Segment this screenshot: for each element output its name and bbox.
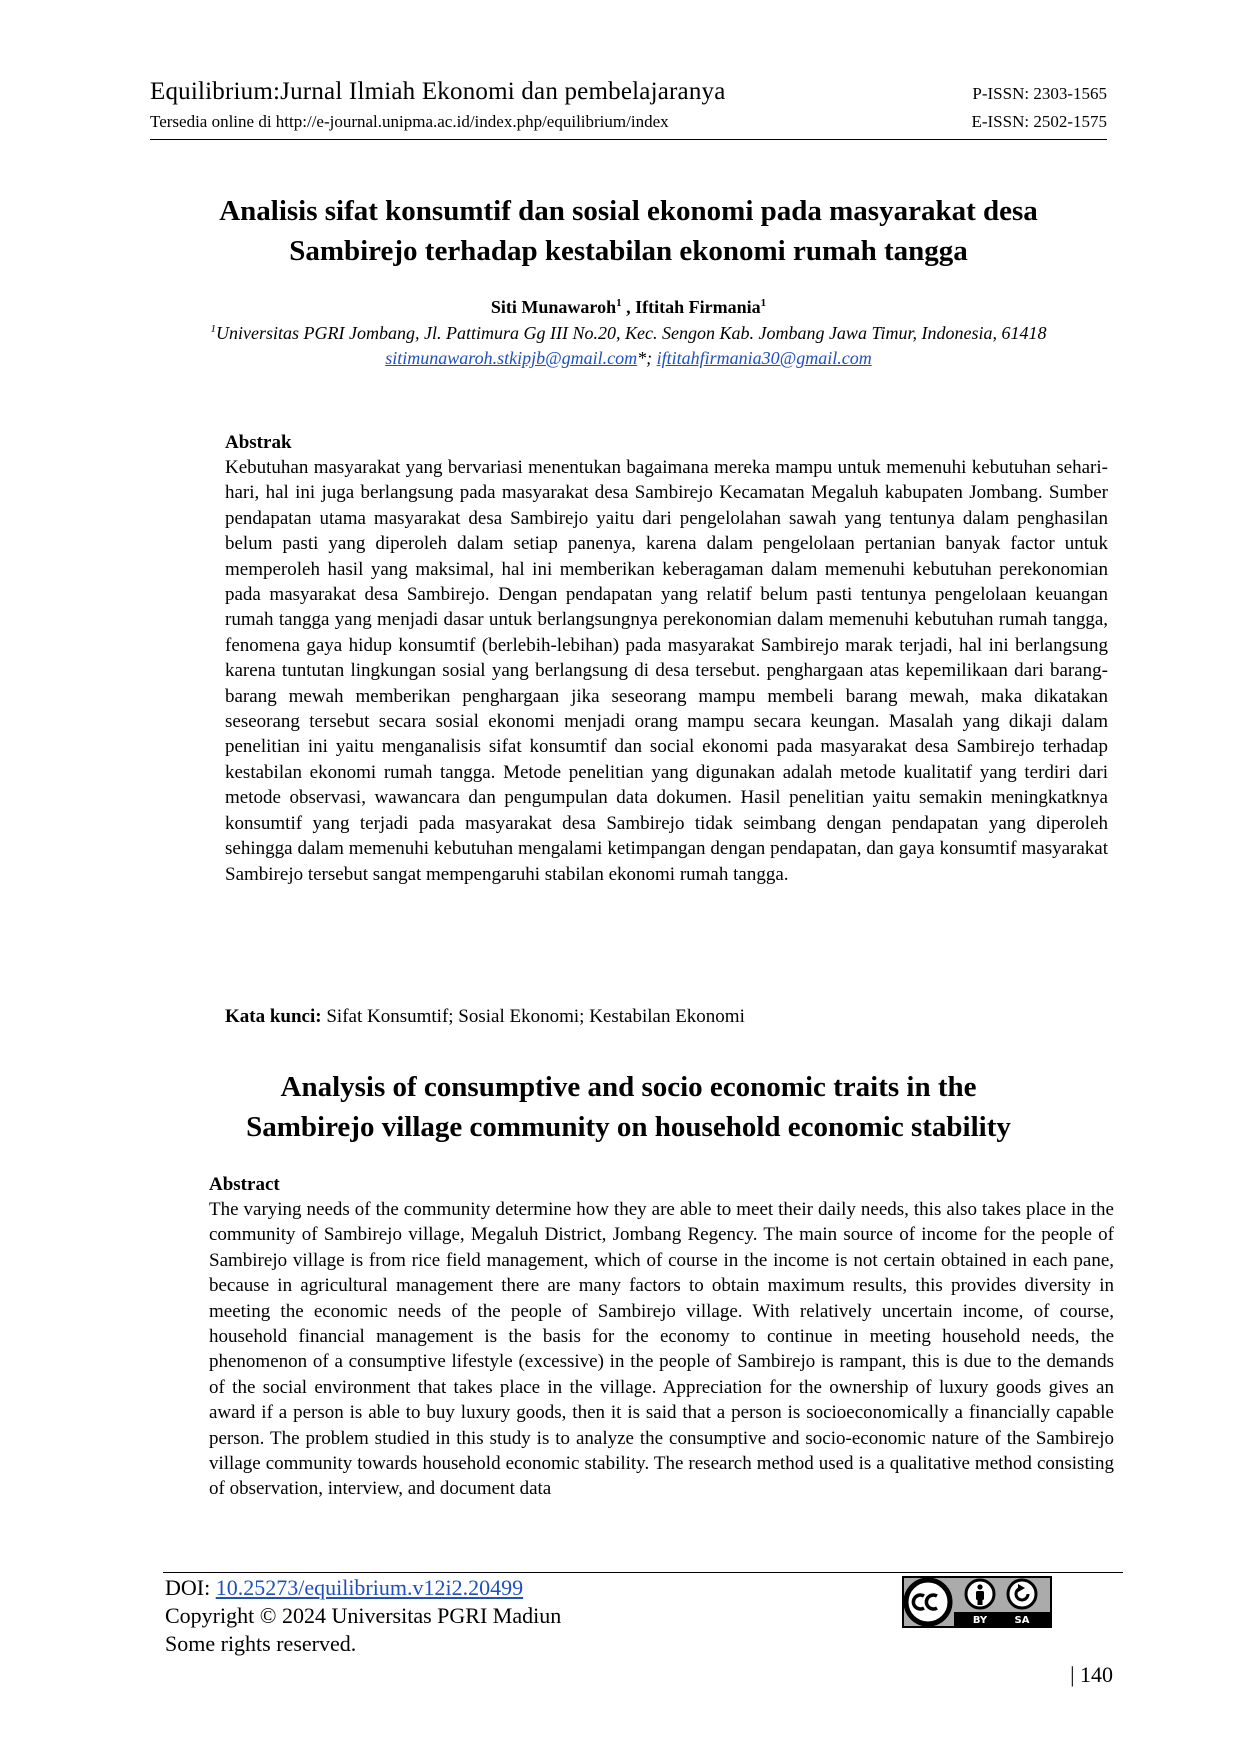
author-list bbox=[150, 297, 1107, 318]
email-link-1[interactable]: sitimunawaroh.stkipjb@gmail.com bbox=[385, 348, 638, 368]
title-en-line2: Sambirejo village community on household economic stability bbox=[246, 1111, 1011, 1143]
abstrak-text: Kebutuhan masyarakat yang bervariasi menentukan bagaimana mereka mampu untuk memenuhi kebutuhan sehari-hari, hal ini juga berlangsung pada masyarakat desa Sambirejo Kecamatan Megaluh kabupaten Jombang. Sumber pendapatan utama masyarakat desa Sambirejo yaitu dari pengelolahan sawah yang tentunya dalam penghasilan belum pasti yang diperoleh dalam setiap panenya, karena dalam pengelolaan pertanian banyak factor untuk memperoleh hasil yang maksimal, hal ini memberikan keberagaman dalam memenuhi kebutuhan perekonomian pada masyarakat desa Sambirejo. Dengan pendapatan yang relatif belum pasti tentunya pengelolaan keuangan rumah tangga yang menjadi dasar untuk berlangsungnya perekonomian dalam memenuhi kebutuhan rumah tangga, fenomena gaya hidup konsumtif (berlebih-lebihan) pada masyarakat Sambirejo marak terjadi, hal ini berlangsung karena tuntutan lingkungan sosial yang berlangsung di desa tersebut. penghargaan atas kepemilikaan dari barang-barang mewah memberikan penghargaan jika seseorang mampu membeli barang mewah, maka dikatakan seseorang tersebut secara sosial ekonomi menjadi orang mampu secara keungan. Masalah yang dikaji dalam penelitian ini yaitu menganalisis sifat konsumtif dan social ekonomi pada masyarakat desa Sambirejo terhadap kestabilan ekonomi rumah tangga. Metode penelitian yang digunakan adalah metode kualitatif yang terdiri dari metode observasi, wawancara dan pengumpulan data dokumen. Hasil penelitian yaitu semakin meningkatknya konsumtif yang terjadi pada masyarakat desa Sambirejo tidak seimbang dengan pendapatan yang diperoleh sehingga dalam memenuhi kebutuhan mengalami ketimpangan dengan pendapatan, dan gaya konsumtif masyarakat Sambirejo tersebut sangat mempengaruhi stabilan ekonomi rumah tangga. bbox=[225, 457, 1108, 885]
abstract-text: The varying needs of the community determine how they are able to meet their daily needs, this also takes place in the community of Sambirejo village, Megaluh District, Jombang Regency. The main source of income for the people of Sambirejo village is from rice field management, which of course in the income is not certain obtained in each pane, because in agricultural management there are many factors to obtain maximum results, this provides diversity in meeting the economic needs of the people of Sambirejo village. With relatively uncertain income, of course, household financial management is the basis for the economy to continue in meeting household needs, the phenomenon of a consumptive lifestyle (excessive) in the people of Sambirejo is rampant, this is due to the demands of the social environment that takes place in the village. Appreciation for the ownership of luxury goods gives an award if a person is able to buy luxury goods, then it is said that a person is socioeconomically a financially capable person. The problem studied in this study is to analyze the consumptive and socio-economic nature of the Sambirejo village community towards household economic stability. The research method used is a qualitative method consisting of observation, interview, and document data bbox=[209, 1199, 1114, 1500]
keywords-text: Sifat Konsumtif; Sosial Ekonomi; Kestabilan Ekonomi bbox=[321, 1006, 745, 1027]
abstrak-heading: Abstrak bbox=[225, 432, 292, 453]
affiliation-mark: 1 bbox=[210, 323, 217, 335]
journal-name: Equilibrium:Jurnal Ilmiah Ekonomi dan pembelajaranya bbox=[150, 78, 726, 105]
title-id-line1: Analisis sifat konsumtif dan sosial ekonomi pada masyarakat desa bbox=[219, 195, 1038, 227]
affiliation bbox=[150, 323, 1107, 344]
title-english bbox=[150, 1067, 1107, 1147]
e-issn: E-ISSN: 2502-1575 bbox=[971, 112, 1107, 131]
cc-by-sa-license-badge[interactable] bbox=[902, 1576, 1052, 1628]
share-alike-icon bbox=[1008, 1580, 1036, 1608]
email-link-2[interactable]: iftitahfirmania30@gmail.com bbox=[656, 348, 872, 368]
p-issn: P-ISSN: 2303-1565 bbox=[972, 84, 1107, 103]
header-divider bbox=[150, 139, 1107, 140]
title-id-line2: Sambirejo terhadap kestabilan ekonomi rumah tangga bbox=[289, 235, 968, 267]
title-indonesian bbox=[150, 191, 1107, 271]
copyright: Copyright © 2024 Universitas PGRI Madiun bbox=[165, 1603, 562, 1628]
email-separator: *; bbox=[637, 348, 657, 368]
rights-reserved: Some rights reserved. bbox=[165, 1631, 357, 1656]
doi bbox=[165, 1573, 523, 1602]
title-en-line1: Analysis of consumptive and socio economic traits in the bbox=[280, 1071, 977, 1103]
author-emails bbox=[150, 348, 1107, 369]
keywords bbox=[225, 1006, 745, 1028]
license-sa-label: SA bbox=[1014, 1615, 1030, 1626]
doi-link[interactable]: 10.25273/equilibrium.v12i2.20499 bbox=[215, 1575, 524, 1600]
author-separator: , bbox=[621, 297, 636, 317]
affiliation-text: Universitas PGRI Jombang, Jl. Pattimura Gg III No.20, Kec. Sengon Kab. Jombang Jawa Timur, Indonesia, 61418 bbox=[216, 323, 1047, 343]
author-2-affiliation-mark: 1 bbox=[760, 297, 767, 309]
author-1: Siti Munawaroh bbox=[490, 297, 617, 317]
doi-label: DOI: bbox=[165, 1575, 216, 1600]
keywords-label: Kata kunci: bbox=[225, 1006, 322, 1027]
author-1-affiliation-mark: 1 bbox=[616, 297, 622, 309]
author-2: Iftitah Firmania bbox=[635, 297, 761, 317]
online-url: Tersedia online di http://e-journal.unipma.ac.id/index.php/equilibrium/index bbox=[150, 112, 669, 131]
attribution-icon bbox=[966, 1580, 994, 1608]
license-by-label: BY bbox=[972, 1615, 988, 1626]
abstract-heading: Abstract bbox=[209, 1174, 280, 1195]
cc-icon bbox=[906, 1580, 950, 1624]
page-number: | 140 bbox=[1070, 1662, 1113, 1687]
